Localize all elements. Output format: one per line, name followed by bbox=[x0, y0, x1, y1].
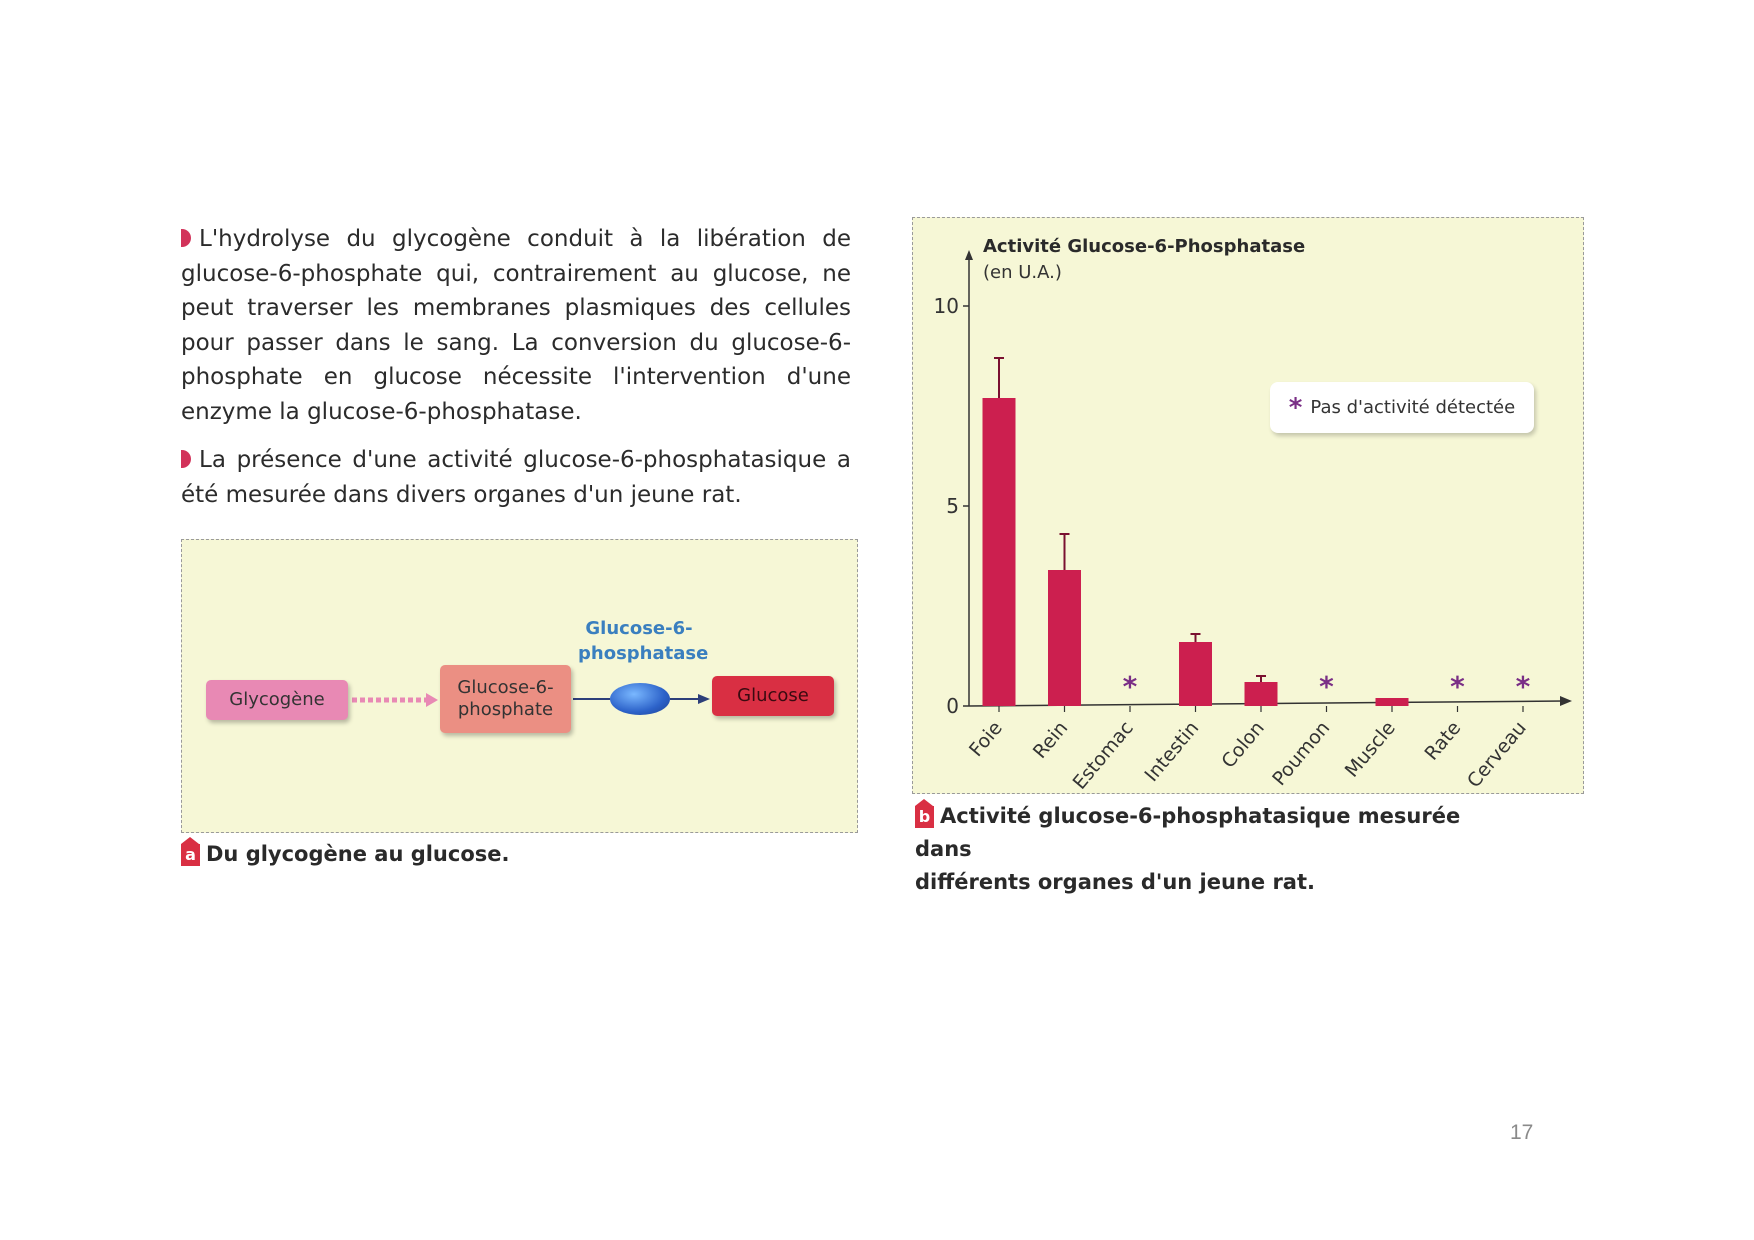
glucose-box: Glucose bbox=[712, 676, 834, 716]
y-axis-unit: (en U.A.) bbox=[983, 262, 1062, 283]
legend-box bbox=[1270, 382, 1534, 433]
caption-a-text: Du glycogène au glucose. bbox=[206, 842, 510, 866]
bullet-icon bbox=[181, 229, 191, 247]
bar-muscle bbox=[1376, 698, 1409, 706]
x-axis-arrow bbox=[1560, 696, 1572, 706]
paragraph-1-text: L'hydrolyse du glycogène conduit à la libération de glucose-6-phosphate qui, contrairement au glucose, ne peut traverser les membranes plasmiques des cellules pour passer dans le sang. La conversion du glucose-6-phosphate en glucose nécessite l'intervention d'une enzyme la glucose-6-phosphatase. bbox=[181, 226, 851, 425]
paragraph-2 bbox=[181, 443, 851, 512]
g6p-line-2: phosphate bbox=[457, 699, 554, 720]
no-activity-marker: * bbox=[1122, 670, 1138, 703]
caption-a bbox=[181, 838, 509, 871]
glucose-6-phosphate-box bbox=[440, 665, 571, 733]
caption-b bbox=[915, 800, 1515, 899]
bar-intestin bbox=[1179, 642, 1212, 706]
x-tick-label: Foie bbox=[964, 717, 1007, 761]
no-activity-marker: * bbox=[1450, 670, 1465, 703]
no-activity-marker: * bbox=[1319, 670, 1334, 703]
caption-b-tag: b bbox=[915, 806, 934, 828]
x-tick-label: Colon bbox=[1217, 717, 1269, 773]
enzyme-label bbox=[578, 616, 709, 666]
caption-b-line-1: Activité glucose-6-phosphatasique mesurée dans bbox=[915, 804, 1461, 861]
text-block bbox=[181, 222, 851, 526]
paragraph-1 bbox=[181, 222, 851, 429]
x-tick-label: Intestin bbox=[1140, 717, 1204, 786]
legend-text: Pas d'activité détectée bbox=[1310, 397, 1516, 418]
bar-colon bbox=[1245, 682, 1278, 706]
x-tick-label: Rein bbox=[1028, 717, 1073, 763]
x-tick-label: Rate bbox=[1420, 717, 1466, 765]
y-tick-label: 5 bbox=[946, 494, 959, 518]
paragraph-2-text: La présence d'une activité glucose-6-phosphatasique a été mesurée dans divers organes d'un jeune rat. bbox=[181, 447, 851, 508]
enzyme-shape bbox=[610, 683, 670, 715]
y-tick-label: 10 bbox=[933, 294, 959, 318]
chart-panel bbox=[912, 217, 1584, 794]
enzyme-label-line-2: phosphatase bbox=[578, 643, 709, 664]
g6p-line-1: Glucose-6- bbox=[457, 677, 554, 698]
x-tick-label: Muscle bbox=[1340, 717, 1400, 782]
x-tick-label: Cerveau bbox=[1462, 717, 1531, 793]
caption-b-line-2: différents organes d'un jeune rat. bbox=[915, 870, 1315, 894]
bar-chart bbox=[913, 218, 1585, 795]
no-activity-icon: * bbox=[1288, 392, 1303, 423]
page-number: 17 bbox=[1510, 1121, 1534, 1144]
bar-foie bbox=[983, 398, 1016, 706]
y-axis-title: Activité Glucose-6-Phosphatase bbox=[983, 236, 1306, 257]
no-activity-marker: * bbox=[1515, 670, 1531, 703]
x-tick-label: Estomac bbox=[1068, 717, 1138, 794]
y-tick-label: 0 bbox=[946, 694, 959, 718]
bullet-icon bbox=[181, 450, 191, 468]
glycogen-box: Glycogène bbox=[206, 680, 348, 720]
enzyme-label-line-1: Glucose-6- bbox=[585, 618, 693, 639]
diagram-panel bbox=[181, 539, 858, 833]
y-axis-arrow bbox=[965, 250, 973, 260]
bar-rein bbox=[1048, 570, 1081, 706]
x-tick-label: Poumon bbox=[1268, 717, 1335, 790]
caption-a-tag: a bbox=[181, 844, 200, 866]
